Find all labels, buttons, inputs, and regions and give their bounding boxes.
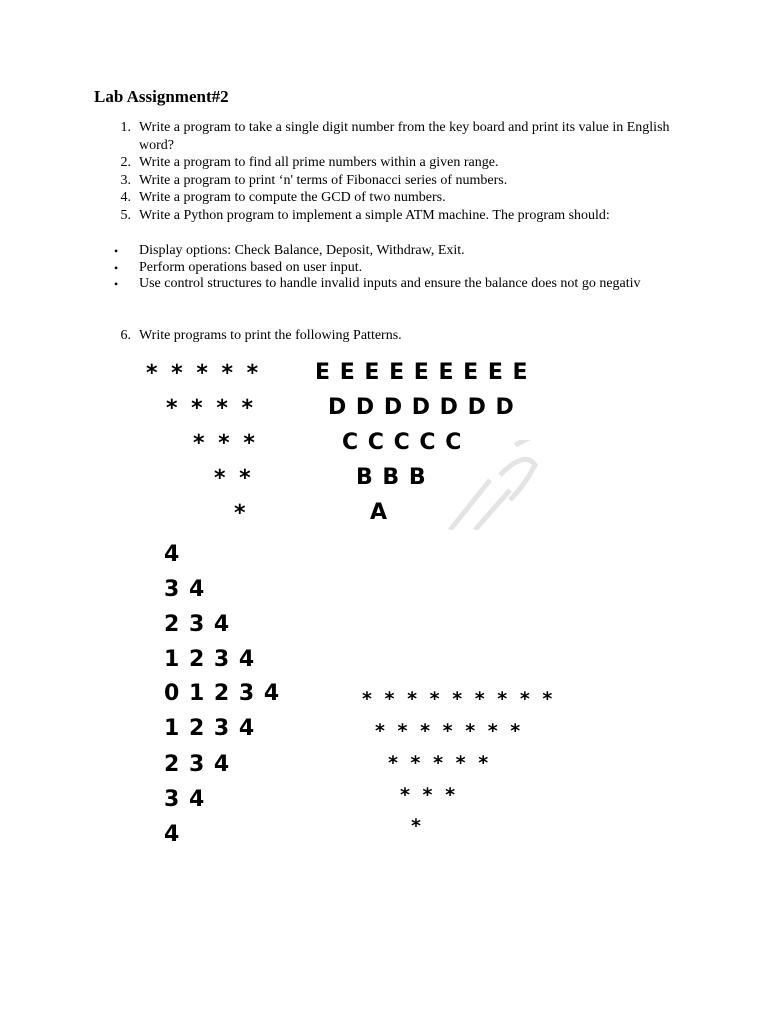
pattern-letter-row: A	[370, 500, 389, 525]
bullet-text: Perform operations based on user input.	[139, 259, 363, 275]
list-number: 1.	[120, 120, 131, 135]
pattern-number-row: 1 2 3 4	[164, 716, 256, 741]
page-title: Lab Assignment#2	[94, 87, 229, 106]
pattern-star-row: * * *	[400, 784, 459, 806]
pattern-letter-row: B B B	[356, 465, 427, 490]
pattern-number-row: 0 1 2 3 4	[164, 681, 281, 706]
pattern-number-row: 3 4	[164, 577, 206, 602]
bullet-item	[94, 243, 694, 260]
list-item	[94, 189, 694, 207]
pattern-number-row: 3 4	[164, 787, 206, 812]
list-number: 4.	[120, 190, 131, 205]
list-number: 6.	[120, 328, 131, 343]
pattern-number-row: 4	[164, 542, 181, 567]
pattern-number-row: 4	[164, 822, 181, 847]
list-item	[94, 119, 694, 154]
pattern-letter-row: C C C C C	[342, 430, 463, 455]
bullet-icon: •	[114, 277, 119, 291]
pattern-star-row: *	[411, 815, 424, 837]
list-number: 5.	[120, 207, 131, 223]
list-item	[94, 172, 694, 190]
list-item-text: Write a program to take a single digit number from the key board and print its value in English word?	[139, 120, 670, 153]
bullet-icon: •	[114, 244, 119, 258]
list-item	[94, 207, 694, 225]
list-item-text: Write a program to print ‘n' terms of Fibonacci series of numbers.	[139, 172, 508, 188]
bullet-list	[94, 243, 694, 293]
pattern-number-row: 2 3 4	[164, 612, 231, 637]
list-item-text: Write a program to compute the GCD of two numbers.	[139, 190, 446, 205]
list-item	[94, 154, 694, 172]
list-number: 3.	[120, 172, 131, 188]
watermark-icon	[430, 440, 540, 530]
list-item-text: Write programs to print the following Patterns.	[139, 328, 402, 343]
pattern-number-row: 1 2 3 4	[164, 647, 256, 672]
pattern-star-row: * * * * * * * * *	[362, 688, 556, 710]
watermark-fragment	[430, 440, 540, 530]
pattern-letter-row: E E E E E E E E E	[315, 360, 529, 385]
pattern-letter-row: D D D D D D D	[328, 395, 515, 420]
pattern-star-row: * * * * * * *	[375, 720, 524, 742]
list-item	[94, 327, 694, 345]
pattern-star-row: *	[234, 501, 249, 526]
bullet-item	[94, 260, 694, 277]
pattern-star-row: * * * * *	[388, 752, 492, 774]
pattern-star-row: * * * * *	[146, 361, 262, 386]
list-item-text: Write a Python program to implement a simple ATM machine. The program should:	[139, 207, 610, 223]
list-item-text: Write a program to find all prime numbers within a given range.	[139, 155, 499, 170]
pattern-star-row: * *	[214, 466, 254, 491]
pattern-star-row: * * * *	[166, 396, 256, 421]
pattern-star-row: * * *	[193, 431, 258, 456]
list-number: 2.	[120, 155, 131, 170]
bullet-text: Display options: Check Balance, Deposit, Withdraw, Exit.	[139, 243, 465, 258]
pattern-number-row: 2 3 4	[164, 752, 231, 777]
bullet-icon: •	[114, 260, 119, 275]
bullet-text: Use control structures to handle invalid inputs and ensure the balance does not go negativ	[139, 276, 641, 291]
bullet-item	[94, 276, 694, 293]
numbered-list	[94, 119, 694, 224]
